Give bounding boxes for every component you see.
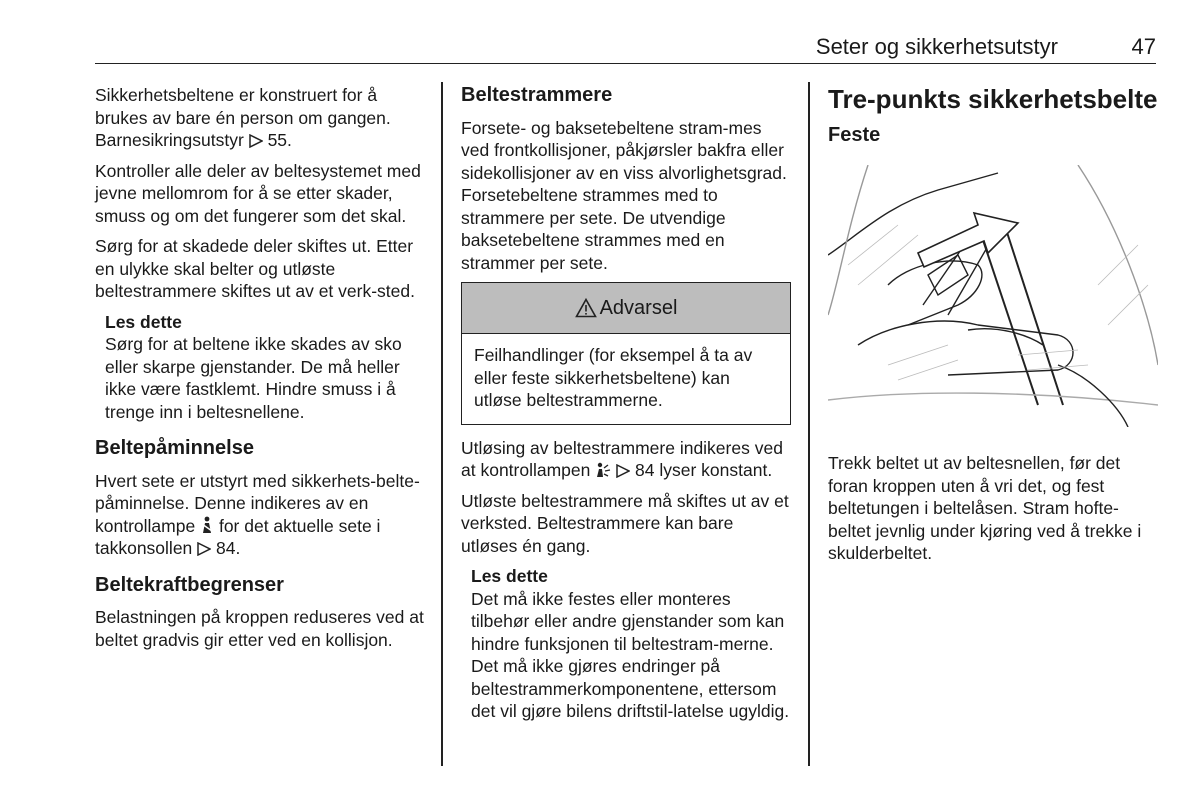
column-divider (441, 82, 443, 766)
column-left (95, 84, 425, 659)
warning-header (462, 283, 790, 334)
page-reference-icon (616, 464, 630, 478)
subheading-fasten: Feste (828, 124, 881, 146)
paragraph: Belastningen på kroppen reduseres ved at beltet gradvis gir etter ved en kollisjon. (95, 607, 424, 650)
seatbelt-reminder-icon (200, 516, 214, 534)
note-title: Les dette (105, 311, 182, 332)
pull-direction-arrow (918, 213, 1018, 267)
paragraph: Hvert sete er utstyrt med sikkerhets-belte-påminnelse. Denne indikeres av en kontrollampe for det aktuelle sete i takkonsollen 84. (95, 470, 420, 558)
column-middle (461, 84, 791, 723)
heading-force-limiter: Beltekraftbegrenser (95, 573, 284, 596)
heading-belt-tensioners: Beltestrammere (461, 84, 613, 106)
paragraph: Sørg for at skadede deler skiftes ut. Etter en ulykke skal belter og utløste beltestrammere skiftes ut av et verk-sted. (95, 236, 415, 301)
paragraph: Utløste beltestrammere må skiftes ut av et verksted. Beltestrammere kan bare utløses én gang. (461, 490, 789, 556)
note-text: Det må ikke festes eller monteres tilbehør eller andre gjenstander som kan hindre funksjonen til beltestram-merne. Det må ikke gjøres endringer på beltestrammerkomponentene, ettersom det vil gjøre bilens driftstil-latelse ugyldig. (471, 588, 790, 721)
page-reference[interactable]: 84. (216, 538, 241, 558)
note-box (471, 565, 791, 723)
page-header (95, 30, 1156, 64)
note-title: Les dette (471, 566, 548, 586)
seatbelt-fastening-illustration (828, 165, 1158, 427)
paragraph: Kontroller alle deler av beltesystemet med jevne mellomrom for å se etter skader, smuss og om det fungerer som det skal. (95, 160, 421, 226)
section-heading: Tre-punkts sikkerhetsbelte (828, 84, 1158, 114)
page-number: 47 (1131, 34, 1156, 59)
belt-tensioner-icon (595, 462, 611, 478)
heading-belt-reminder: Beltepåminnelse (95, 437, 254, 459)
section-title: Seter og sikkerhetsutstyr (815, 34, 1058, 59)
warning-box (461, 282, 791, 425)
page-reference-icon (197, 542, 211, 556)
note-text: Sørg for at beltene ikke skades av sko eller skarpe gjenstander. De må heller ikke være fastklemt. Hindre smuss i å trenge inn i beltesnellene. (105, 334, 402, 422)
page-reference[interactable]: 55. (267, 130, 292, 150)
page-reference[interactable]: 84 (635, 460, 655, 480)
note-box (105, 311, 425, 424)
column-divider (808, 82, 810, 766)
column-right (828, 84, 1158, 573)
paragraph: Forsete- og baksetebeltene stram-mes ved frontkollisjoner, påkjørsler bakfra eller sidekollisjoner av en viss alvorlighetsgrad. Forsetebeltene strammes med to strammere per sete. De utvendige baksetebeltene strammes med en strammer per sete. (461, 117, 787, 273)
warning-title: Advarsel (599, 296, 678, 319)
paragraph: Sikkerhetsbeltene er konstruert for å brukes av bare én person om gangen. Barnesikringsutstyr 55. (95, 85, 391, 150)
page-reference-icon (249, 134, 263, 148)
paragraph: Trekk beltet ut av beltesnellen, før det foran kroppen uten å vri det, og fest beltetungen i beltelåsen. Stram hofte-beltet jevnlig under kjøring ved å trekke i skulderbeltet. (828, 453, 1142, 563)
warning-triangle-icon (575, 298, 597, 318)
warning-text: Feilhandlinger (for eksempel å ta av eller feste sikkerhetsbeltene) kan utløse beltestrammerne. (474, 345, 753, 410)
paragraph: Utløsing av beltestrammere indikeres ved at kontrollampen 84 lyser konstant. (461, 437, 783, 480)
